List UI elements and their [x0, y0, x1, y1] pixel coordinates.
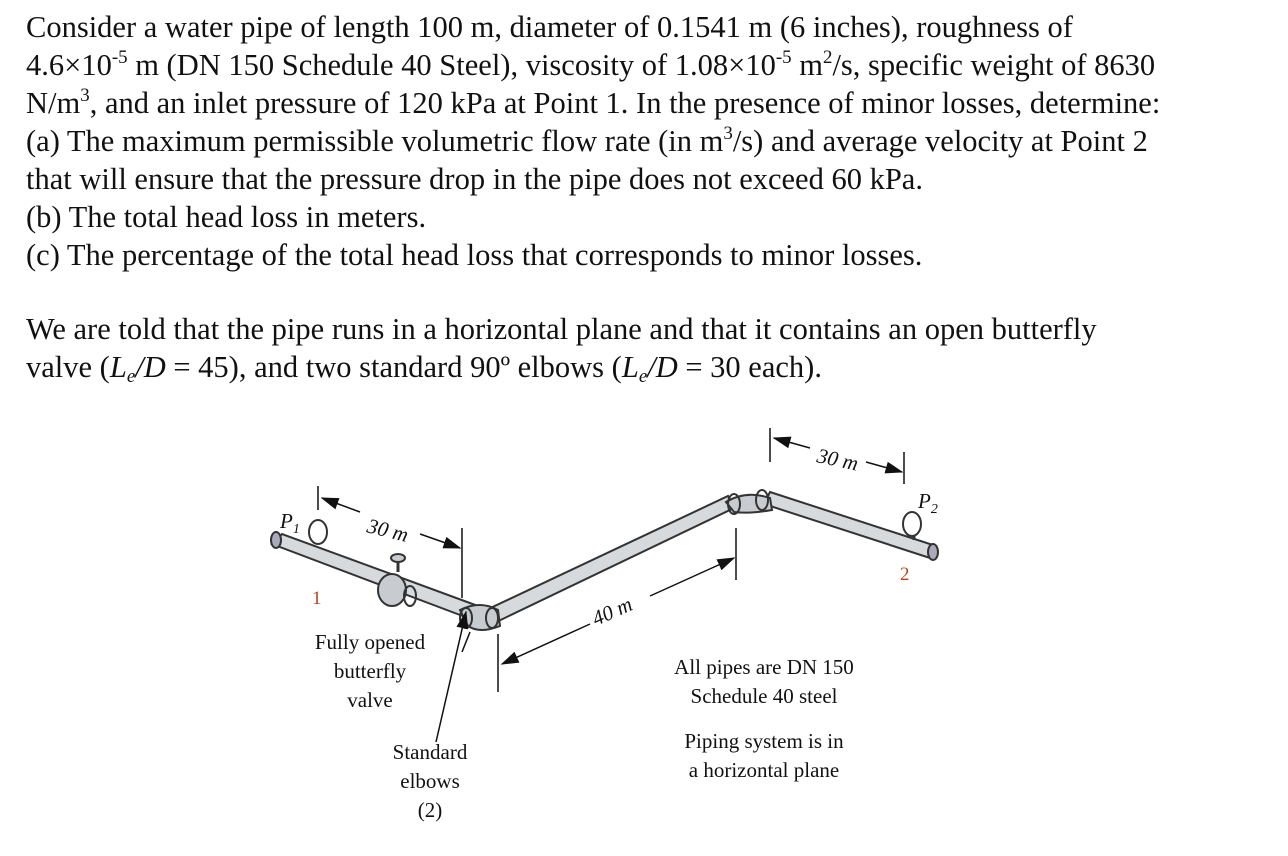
valve-label [315, 630, 426, 712]
svg-text:butterfly: butterfly [333, 659, 407, 683]
pipe-spec-note [674, 655, 854, 708]
elbow-leader-2 [462, 632, 470, 652]
pipe-segment-left [271, 532, 478, 618]
problem-line: $4.6\times 10^{-5}$ m (DN 150 Schedule 40 Steel), viscosity of $1.08\times 10^{-5}$ $m^2/s$, specific weight of 8630 [26, 47, 1156, 82]
dim-30m-right-label: 30 m [814, 443, 861, 476]
svg-text:elbows: elbows [400, 769, 460, 793]
plane-note [684, 729, 844, 782]
butterfly-valve [378, 554, 416, 606]
piping-diagram [0, 400, 1288, 856]
piping-figure [0, 400, 1288, 856]
svg-text:All pipes are DN 150: All pipes are DN 150 [674, 655, 854, 679]
elbow-bottom [460, 605, 500, 630]
part-b: (b) The total head loss in meters. [26, 200, 427, 234]
problem-line: $N/m^3$, and an inlet pressure of 120 kPa at Point 1. In the presence of minor losses, determine: [26, 85, 1161, 120]
p1-label: $P_1$ [280, 509, 300, 537]
part-a-cont: that will ensure that the pressure drop in the pipe does not exceed 60 kPa. [26, 162, 923, 196]
info-line: valve $(L_e/D = 45)$, and two standard 90º elbows ($L_e/D = 30$ each). [26, 350, 822, 387]
svg-text:Schedule 40 steel: Schedule 40 steel [690, 684, 838, 708]
svg-text:Piping system is in: Piping system is in [684, 729, 844, 753]
info-line: We are told that the pipe runs in a horizontal plane and that it contains an open butterfly [26, 312, 1097, 346]
svg-text:a horizontal plane: a horizontal plane [688, 758, 840, 782]
svg-text:valve: valve [347, 688, 393, 712]
problem-statement [26, 8, 1276, 386]
dim-30m-left-label: 30 m [364, 513, 411, 547]
pressure-gauge-1 [309, 520, 327, 544]
svg-text:Standard: Standard [392, 740, 468, 764]
p2-label: $P_2$ [918, 489, 938, 517]
elbow-top [726, 490, 772, 514]
dimension-30m-right [770, 428, 904, 484]
svg-text:(2): (2) [417, 798, 443, 822]
problem-line: Consider a water pipe of length 100 m, diameter of 0.1541 m (6 inches), roughness of [26, 10, 1073, 44]
part-a: (a) The maximum permissible volumetric flow rate (in $m^3/s$) and average velocity at Point 2 [26, 123, 1148, 158]
point-2-label: 2 [900, 564, 910, 585]
svg-text:Fully opened: Fully opened [314, 630, 426, 654]
elbow-label [393, 740, 468, 822]
elbow-leader [436, 612, 466, 742]
dim-40m-label: 40 m [588, 591, 636, 631]
point-1-label: 1 [312, 588, 322, 609]
part-c: (c) The percentage of the total head loss that corresponds to minor losses. [26, 238, 923, 272]
